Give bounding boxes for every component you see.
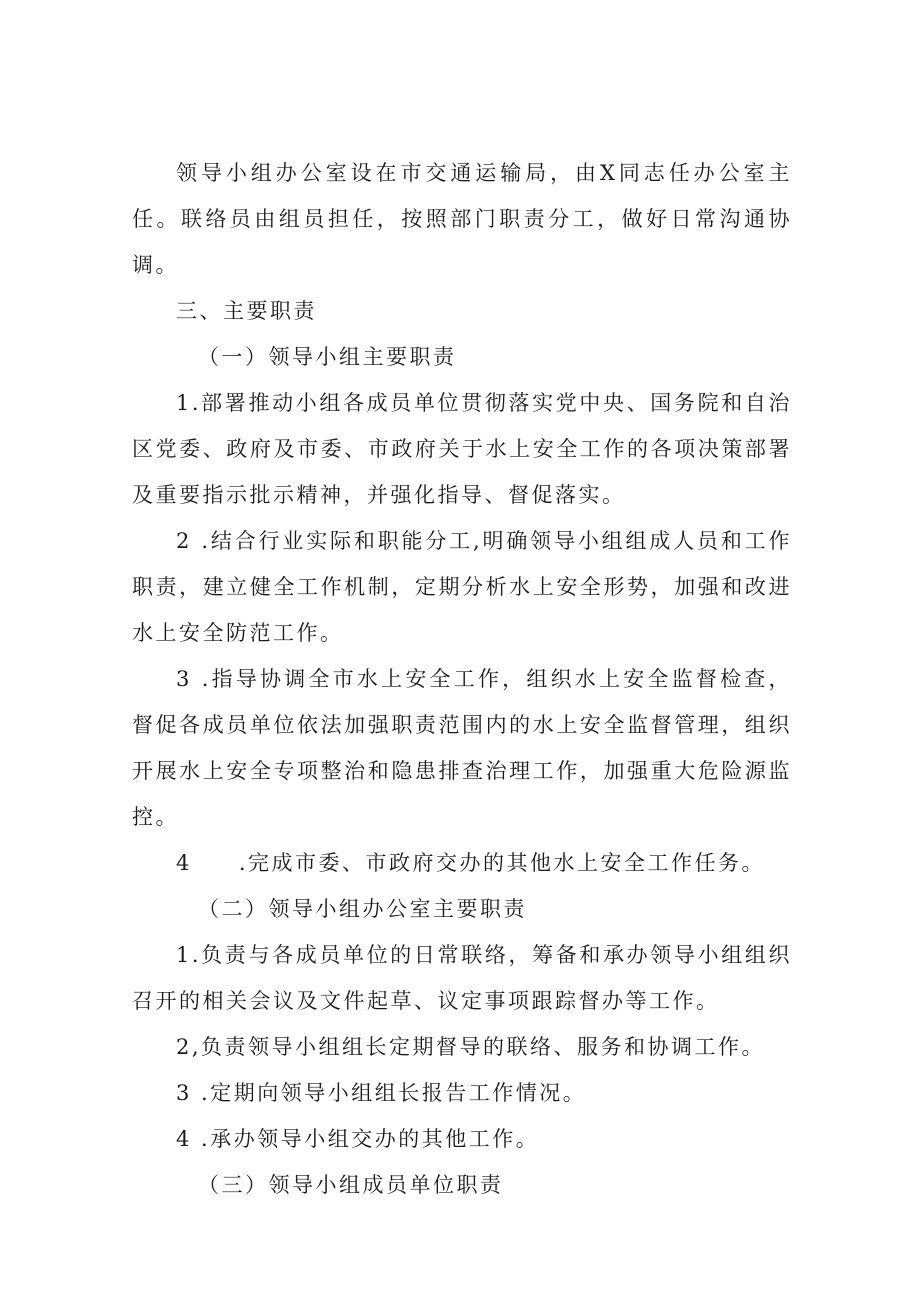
list-item-office-duty-2: 2,负责领导小组组长定期督导的联络、服务和协调工作。 xyxy=(176,1035,766,1059)
list-item-group-duty-2: 2 .结合行业实际和职能分工,明确领导小组组成人员和工作职责，建立健全工作机制，定期分析水上安全形势，加强和改进水上安全防范工作。 xyxy=(132,529,792,645)
subheading-group-duties: （一）领导小组主要职责 xyxy=(198,345,457,369)
list-item-office-duty-3: 3 .定期向领导小组组长报告工作情况。 xyxy=(176,1081,587,1105)
list-item-group-duty-4: 4 .完成市委、市政府交办的其他水上安全工作任务。 xyxy=(176,851,766,875)
list-item-office-duty-1: 1.负责与各成员单位的日常联络，筹备和承办领导小组组织召开的相关会议及文件起草、议定事项跟踪督办等工作。 xyxy=(132,943,792,1013)
subheading-member-unit-duties: （三）领导小组成员单位职责 xyxy=(198,1173,504,1197)
list-item-group-duty-1: 1.部署推动小组各成员单位贯彻落实党中央、国务院和自治区党委、政府及市委、市政府关于水上安全工作的各项决策部署及重要指示批示精神，并强化指导、督促落实。 xyxy=(132,391,792,507)
subheading-office-duties: （二）领导小组办公室主要职责 xyxy=(198,897,527,921)
list-item-office-duty-4: 4 .承办领导小组交办的其他工作。 xyxy=(176,1127,540,1151)
section-heading-main-duties: 三、主要职责 xyxy=(176,299,317,323)
paragraph-office-setup: 领导小组办公室设在市交通运输局，由X同志任办公室主任。联络员由组员担任，按照部门职责分工，做好日常沟通协调。 xyxy=(132,161,792,277)
document-body xyxy=(132,150,792,1208)
list-item-group-duty-3: 3 .指导协调全市水上安全工作，组织水上安全监督检查，督促各成员单位依法加强职责范围内的水上安全监督管理，组织开展水上安全专项整治和隐患排查治理工作，加强重大危险源监控。 xyxy=(132,667,792,829)
